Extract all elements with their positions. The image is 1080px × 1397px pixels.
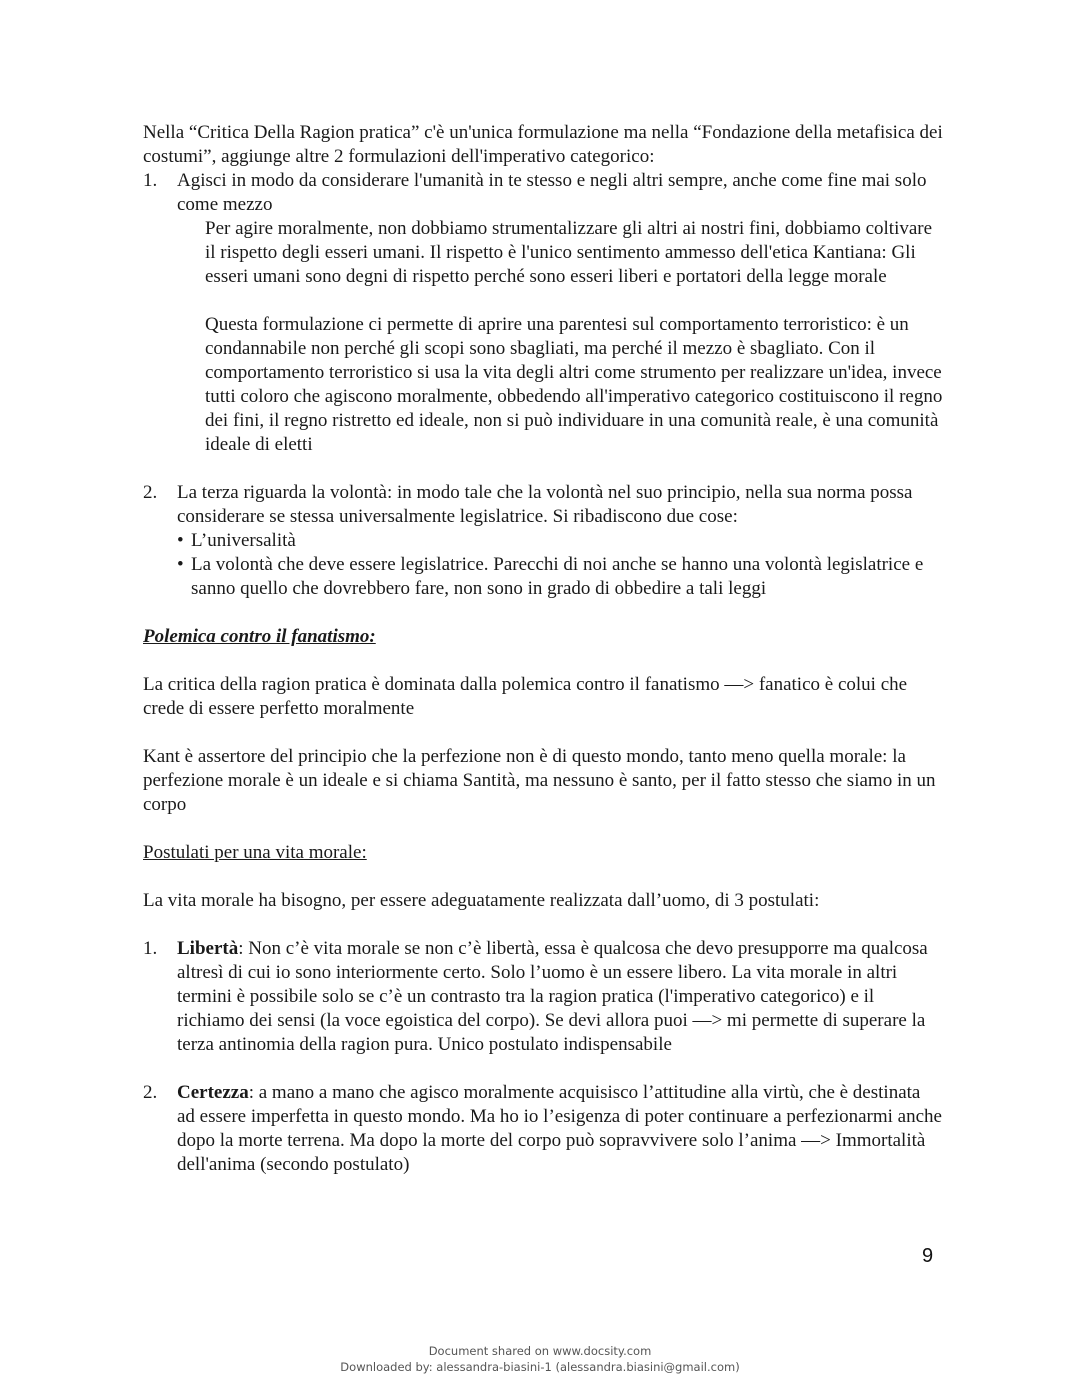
bullet-list xyxy=(177,529,943,601)
body-paragraph: Questa formulazione ci permette di aprire una parentesi sul comportamento terroristico: è un condannabile non perché gli scopi sono sbagliati, ma perché il mezzo è sbagliato. Con il comportamento terroristico si usa la vita degli altri come strumento per realizzare un'idea, invece tutti coloro che agiscono moralmente, obbedendo all'imperativo categorico costituiscono il regno dei fini, il regno ristretto ed ideale, non si può individuare in una comunità reale, è una comunità ideale di eletti xyxy=(205,314,943,455)
body-paragraph: Kant è assertore del principio che la perfezione non è di questo mondo, tanto meno quella morale: la perfezione morale è un ideale e si chiama Santità, ma nessuno è santo, per il fatto stesso che siamo in un corpo xyxy=(143,746,936,815)
list-item-text: Agisci in modo da considerare l'umanità in te stesso e negli altri sempre, anche come fine mai solo come mezzo xyxy=(177,170,927,215)
page-number: 9 xyxy=(922,1245,934,1267)
term: Certezza xyxy=(177,1082,249,1103)
bullet-icon: • xyxy=(177,554,184,575)
list-item-body xyxy=(177,217,943,457)
bullet-item: • L’universalità xyxy=(177,530,296,551)
section-heading-text: Postulati per una vita morale: xyxy=(143,842,367,863)
bullet-item: • La volontà che deve essere legislatrice. Parecchi di noi anche se hanno una volontà legislatrice e sanno quello che dovrebbero fare, non sono in grado di obbedire a tali leggi xyxy=(177,554,924,599)
section-heading: Polemica contro il fanatismo: xyxy=(143,626,376,647)
list-number: 1. xyxy=(143,938,158,959)
list-item xyxy=(143,1081,943,1177)
list-number: 1. xyxy=(143,170,158,191)
footer-downloaded: Downloaded by: alessandra-biasini-1 (alessandra.biasini@gmail.com) xyxy=(340,1360,740,1374)
footer-shared: Document shared on www.docsity.com xyxy=(428,1344,652,1358)
list-item-text: Libertà: Non c’è vita morale se non c’è libertà, essa è qualcosa che devo presupporre ma qualcosa altresì di cui io sono interiormente certo. Solo l’uomo è un essere libero. La vita morale in altri termini è possibile solo se c’è un contrasto tra la ragion pratica (l'imperativo categorico) e il richiamo dei sensi (la voce egoistica del corpo). Se devi allora puoi —> mi permette di superare la terza antinomia della ragion pura. Unico postulato indispensabile xyxy=(177,938,928,1055)
list-item-text: Certezza: a mano a mano che agisco moralmente acquisisco l’attitudine alla virtù, che è destinata ad essere imperfetta in questo mondo. Ma ho io l’esigenza di poter continuare a perfezionarmi anche dopo la morte terrena. Ma dopo la morte del corpo può sopravvivere solo l’anima —> Immortalità dell'anima (secondo postulato) xyxy=(177,1082,942,1175)
list-item-text: La terza riguarda la volontà: in modo tale che la volontà nel suo principio, nella sua norma possa considerare se stessa universalmente legislatrice. Si ribadiscono due cose: xyxy=(177,482,913,527)
list-number: 2. xyxy=(143,1082,158,1103)
term: Libertà xyxy=(177,938,239,959)
section-heading xyxy=(143,841,943,865)
list-item xyxy=(143,169,943,457)
list-item xyxy=(143,937,943,1057)
bullet-icon: • xyxy=(177,530,184,551)
list-number: 2. xyxy=(143,482,158,503)
body-paragraph: La vita morale ha bisogno, per essere adeguatamente realizzata dall’uomo, di 3 postulati: xyxy=(143,890,820,911)
intro-paragraph: Nella “Critica Della Ragion pratica” c'è un'unica formulazione ma nella “Fondazione della metafisica dei costumi”, aggiunge altre 2 formulazioni dell'imperativo categorico: xyxy=(143,122,943,167)
body-paragraph: Per agire moralmente, non dobbiamo strumentalizzare gli altri ai nostri fini, dobbiamo coltivare il rispetto degli esseri umani. Il rispetto è l'unico sentimento ammesso dell'etica Kantiana: Gli esseri umani sono degni di rispetto perché sono esseri liberi e portatori della legge morale xyxy=(205,218,933,287)
body-paragraph: La critica della ragion pratica è dominata dalla polemica contro il fanatismo —> fanatico è colui che crede di essere perfetto moralmente xyxy=(143,674,908,719)
document-page xyxy=(143,121,943,1177)
list-item xyxy=(143,481,943,601)
